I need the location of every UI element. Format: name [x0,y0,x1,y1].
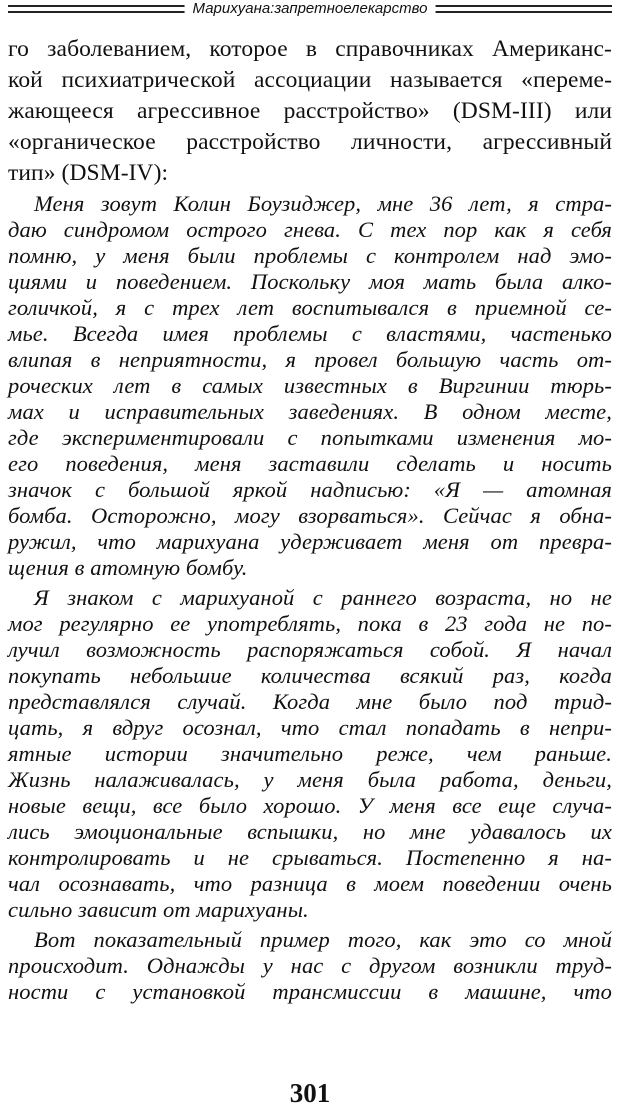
text-line: го заболеванием, которое в справочниках Американс- [8,36,612,62]
quote-line: даю синдромом острого гнева. С тех пор как я себя [8,217,612,242]
text-line: кой психиатрической ассоциации называется «переме- [8,67,612,93]
quote-line: сильно зависит от марихуаны. [8,897,309,922]
quote-line: мье. Всегда имея проблемы с властями, частенько [8,321,612,346]
quote-line: значок с большой яркой надписью: «Я — атомная [8,477,612,502]
quote-line: представлялся случай. Когда мне было под трид- [8,689,612,714]
quote-line: ности с установкой трансмиссии в машине, что [8,979,612,1004]
quote-line: помню, у меня были проблемы с контролем над эмо- [8,243,612,268]
quote-line: Я знаком с марихуаной с раннего возраста, но не [34,585,612,610]
quote-line: ятные истории значительно реже, чем раньше. [8,741,612,766]
quote-line: циями и поведением. Поскольку моя мать была алко- [8,269,612,294]
quote-line: новые вещи, все было хорошо. У меня все еще случа- [8,793,612,818]
quote-line: цать, я вдруг осознал, что стал попадать в непри- [8,715,612,740]
quote-line: Меня зовут Колин Боузиджер, мне 36 лет, я стра- [34,191,612,216]
quote-line: чал осознавать, что разница в моем поведении очень [8,871,612,896]
quote-line: где экспериментировали с попытками изменения мо- [8,425,612,450]
quote-line: мог регулярно ее употреблять, пока в 23 года не по- [8,611,612,636]
page-number: 301 [289,1078,331,1108]
quote-line: лучил возможность распоряжаться собой. Я начал [8,637,612,662]
quote-line: щения в атомную бомбу. [8,555,248,580]
quote-line: роческих лет в самых известных в Виргинии тюрь- [8,373,612,398]
running-title: Марихуана:запретноелекарство [185,0,436,18]
running-head [0,0,620,26]
quote-line: голичкой, я с трех лет воспитывался в приемной се- [8,295,612,320]
quote-line: происходит. Однажды у нас с другом возникли труд- [8,953,612,978]
quote-line: влипая в неприятности, я провел большую часть от- [8,347,612,372]
quote-line: его поведения, меня заставили сделать и носить [8,451,612,476]
text-line: тип» (DSM-IV): [8,160,169,186]
text-line: жающееся агрессивное расстройство» (DSM-III) или [8,98,612,124]
quote-line: Вот показательный пример того, как это со мной [34,927,612,952]
quote-line: покупать небольшие количества всякий раз, когда [8,663,612,688]
quote-line: мах и исправительных заведениях. В одном месте, [8,399,612,424]
quote-line: ружил, что марихуана удерживает меня от превра- [8,529,612,554]
quote-line: лись эмоциональные вспышки, но мне удавалось их [8,819,612,844]
quote-line: Жизнь налаживалась, у меня была работа, деньги, [8,767,612,792]
quote-line: бомба. Осторожно, могу взорваться». Сейчас я обна- [8,503,612,528]
quote-line: контролировать и не срываться. Постепенно я на- [8,845,612,870]
text-line: «органическое расстройство личности, агрессивный [8,129,612,155]
